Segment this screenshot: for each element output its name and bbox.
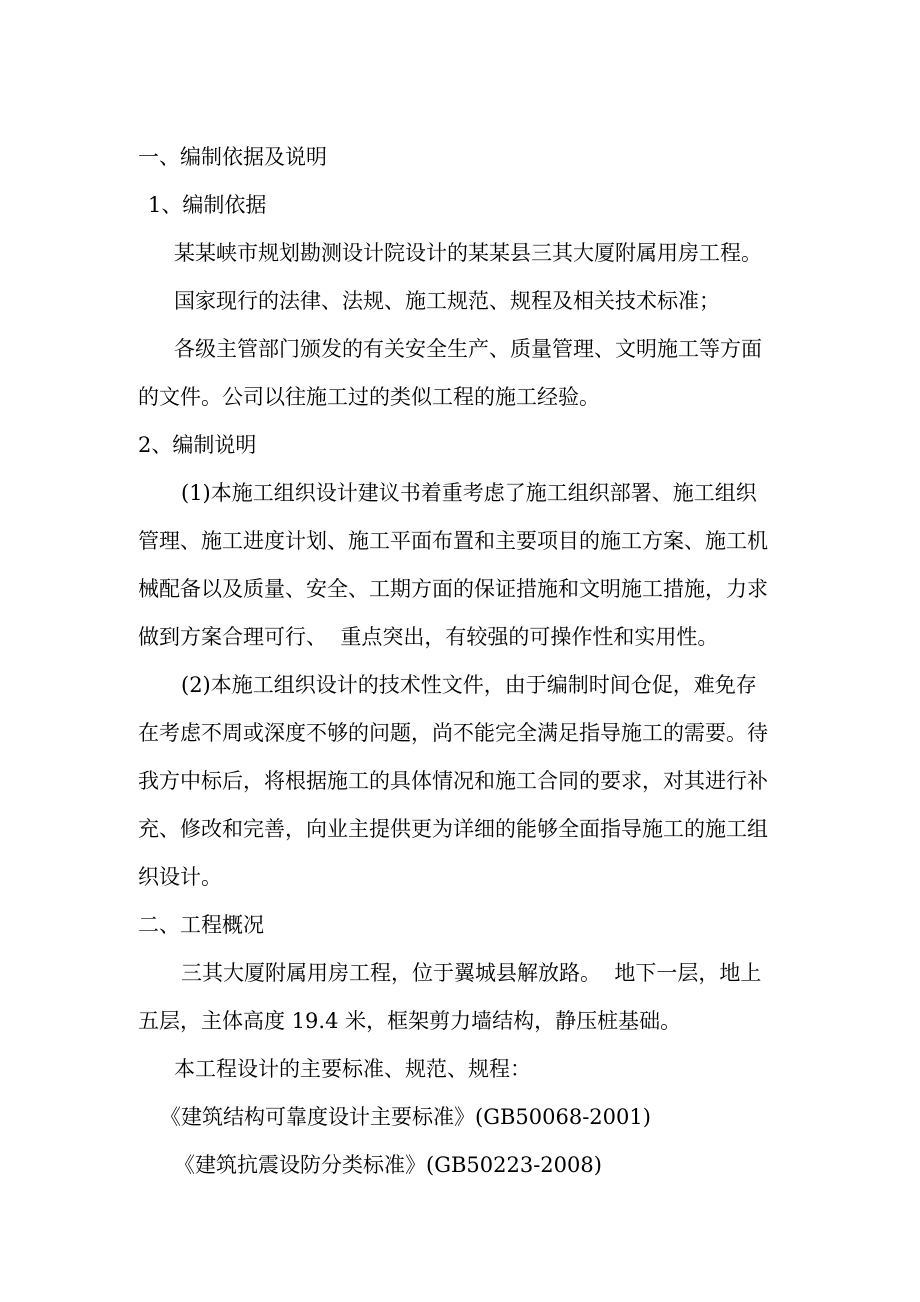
paragraph-line: 我方中标后，将根据施工的具体情况和施工合同的要求，对其进行补 (138, 769, 768, 793)
paragraph-line: 的文件。公司以往施工过的类似工程的施工经验。 (138, 385, 600, 409)
paragraph-line: 国家现行的法律、法规、施工规范、规程及相关技术标准； (174, 289, 720, 313)
paragraph-line: 做到方案合理可行、 重点突出，有较强的可操作性和实用性。 (138, 625, 719, 649)
paragraph-line: 充、修改和完善，向业主提供更为详细的能够全面指导施工的施工组 (138, 817, 768, 841)
paragraph-line: 三其大厦附属用房工程，位于翼城县解放路。 地下一层，地上 (181, 961, 762, 985)
standard-item: 《建筑结构可靠度设计主要标准》(GB50068-2001) (160, 1105, 651, 1129)
paragraph-line: (2)本施工组织设计的技术性文件，由于编制时间仓促，难免存 (181, 673, 757, 697)
paragraph-line: 械配备以及质量、安全、工期方面的保证措施和文明施工措施，力求 (138, 577, 768, 601)
standards-intro: 本工程设计的主要标准、规范、规程： (174, 1057, 531, 1081)
standard-item: 《建筑抗震设防分类标准》(GB50223-2008) (174, 1153, 602, 1177)
paragraph-line: (1)本施工组织设计建议书着重考虑了施工组织部署、施工组织 (181, 481, 757, 505)
subheading-explanation: 2、编制说明 (138, 433, 257, 457)
section-heading-overview: 二、工程概况 (138, 913, 264, 937)
paragraph-line: 织设计。 (138, 865, 222, 889)
paragraph-line: 管理、施工进度计划、施工平面布置和主要项目的施工方案、施工机 (138, 529, 768, 553)
paragraph-line: 某某峡市规划勘测设计院设计的某某县三其大厦附属用房工程。 (174, 241, 762, 265)
section-heading-basis: 一、编制依据及说明 (138, 145, 327, 169)
paragraph-line: 五层，主体高度 19.4 米，框架剪力墙结构，静压桩基础。 (138, 1009, 682, 1033)
paragraph-line: 在考虑不周或深度不够的问题，尚不能完全满足指导施工的需要。待 (138, 721, 768, 745)
subheading-basis: 1、编制依据 (148, 193, 267, 217)
paragraph-line: 各级主管部门颁发的有关安全生产、质量管理、文明施工等方面 (174, 337, 762, 361)
